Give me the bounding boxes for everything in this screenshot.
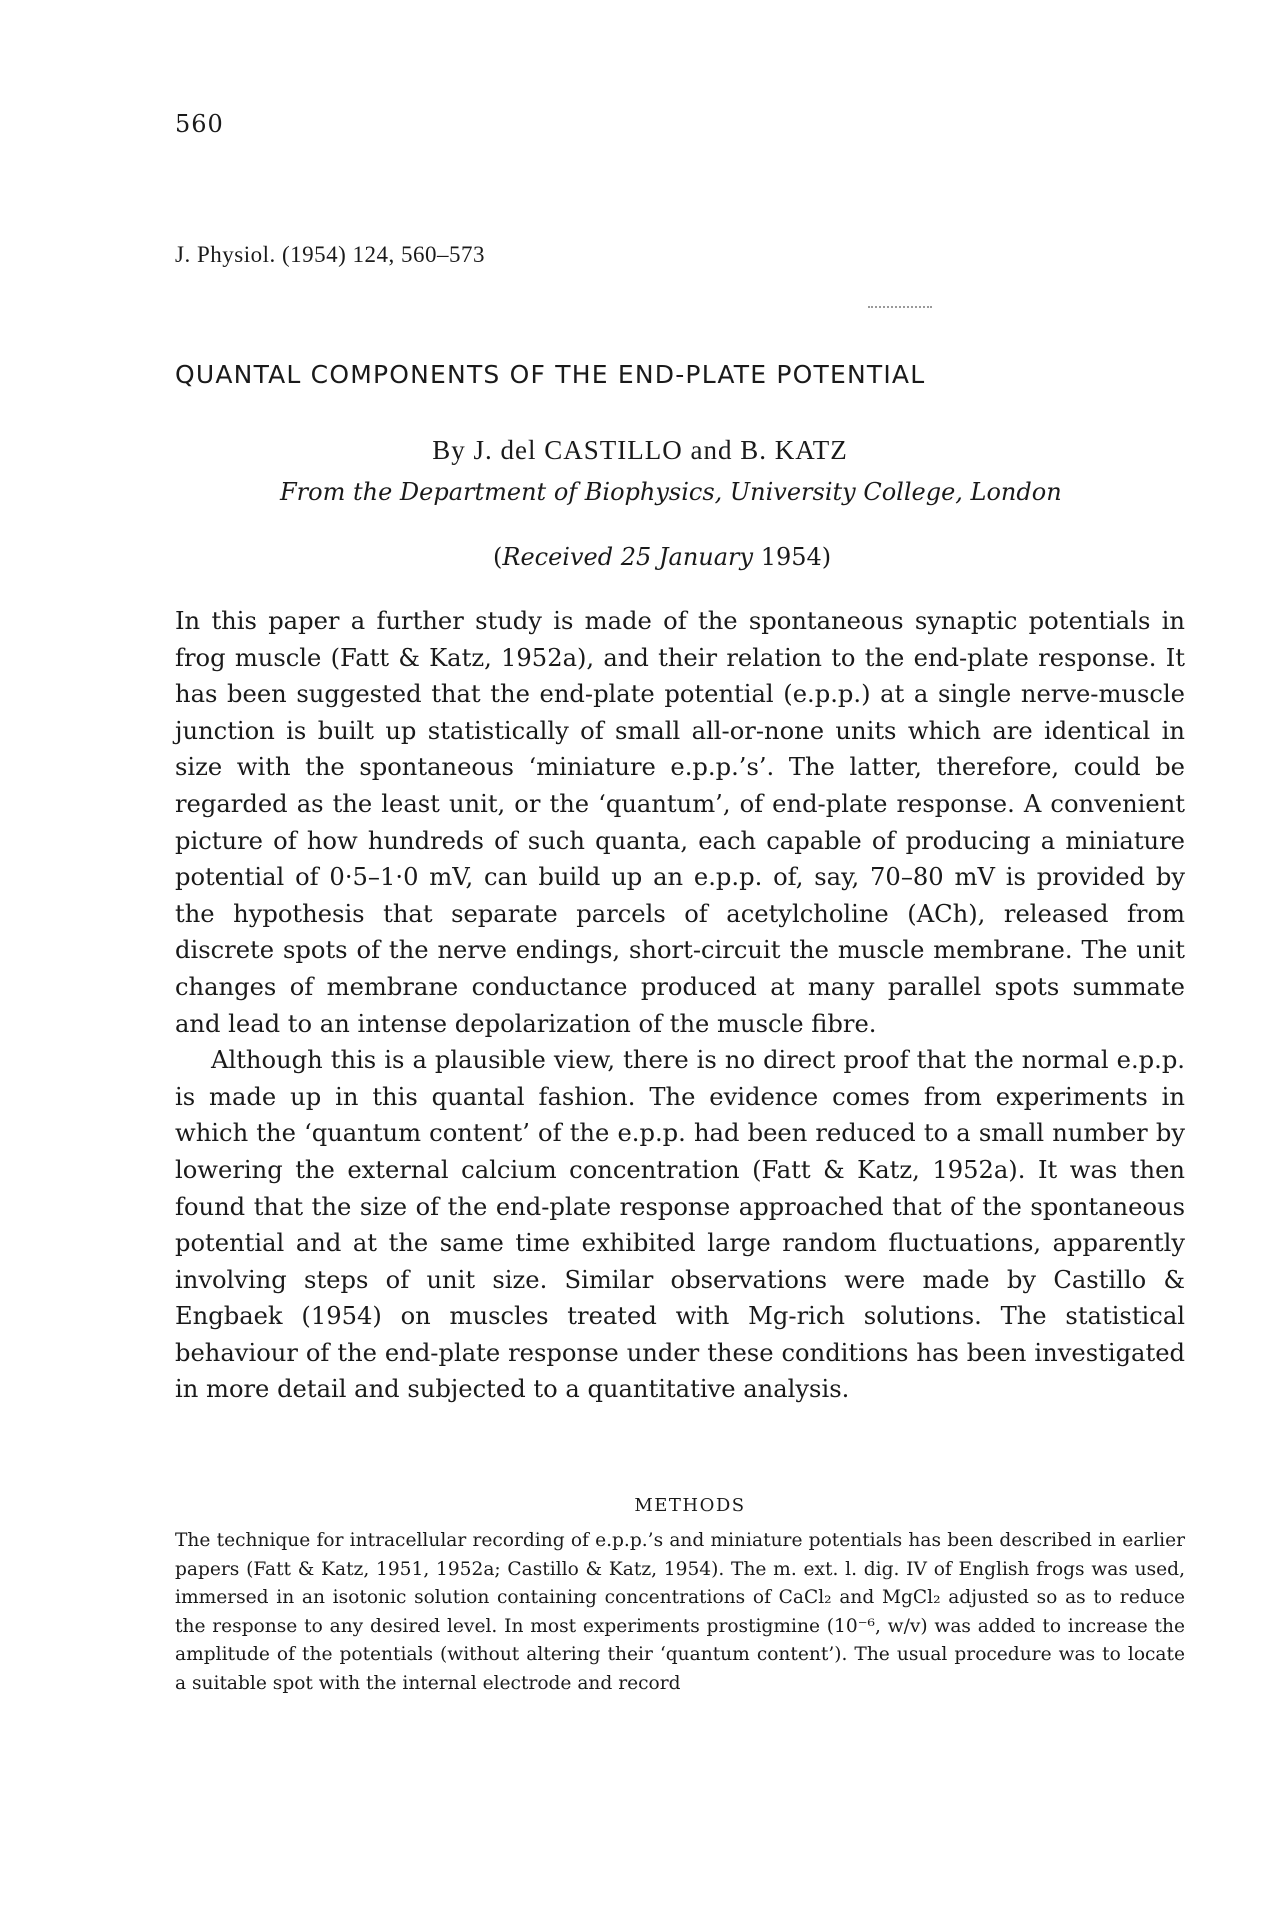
methods-heading: METHODS — [634, 1495, 746, 1516]
methods-section — [175, 1527, 1185, 1698]
article-title: QUANTAL COMPONENTS OF THE END-PLATE POTENTIAL — [175, 360, 926, 389]
body-paragraph-2: Although this is a plausible view, there is no direct proof that the normal e.p.p. is made up in this quantal fashion. The evidence comes from experiments in which the ‘quantum content’ of the e.p.p. had been reduced to a small number by lowering the external calcium concentration (Fatt & Katz, 1952a). It was then found that the size of the end-plate response approached that of the spontaneous potential and at the same time exhibited large random fluctuations, apparently involving steps of unit size. Similar observations were made by Castillo & Engbaek (1954) on muscles treated with Mg-rich solutions. The statistical behaviour of the end-plate response under these conditions has been investigated in more detail and subjected to a quantitative analysis. — [175, 1046, 1185, 1404]
article-body — [175, 603, 1185, 1408]
received-year: 1954 — [760, 543, 822, 571]
methods-paragraph: The technique for intracellular recording of e.p.p.’s and miniature potentials has been described in earlier papers (Fatt & Katz, 1951, 1952a; Castillo & Katz, 1954). The m. ext. l. dig. IV of English frogs was used, immersed in an isotonic solution containing concentrations of CaCl₂ and MgCl₂ adjusted so as to reduce the response to any desired level. In most experiments prostigmine (10⁻⁶, w/v) was added to increase the amplitude of the potentials (without altering their ‘quantum content’). The usual procedure was to locate a suitable spot with the internal electrode and record — [175, 1530, 1185, 1694]
article-authors: By J. del CASTILLO and B. KATZ — [432, 435, 848, 465]
author-affiliation: From the Department of Biophysics, University College, London — [280, 478, 1062, 506]
received-label: Received 25 January — [502, 543, 754, 571]
page-number: 560 — [175, 110, 224, 138]
scan-artifact-mark — [868, 306, 932, 310]
journal-reference: J. Physiol. (1954) 124, 560–573 — [175, 242, 486, 267]
body-paragraph-1: In this paper a further study is made of the spontaneous synaptic potentials in frog muscle (Fatt & Katz, 1952a), and their relation to the end-plate response. It has been suggested that the end-plate potential (e.p.p.) at a single nerve-muscle junction is built up statistically of small all-or-none units which are identical in size with the spontaneous ‘miniature e.p.p.’s’. The latter, therefore, could be regarded as the least unit, or the ‘quantum’, of end-plate response. A convenient picture of how hundreds of such quanta, each capable of producing a miniature potential of 0·5–1·0 mV, can build up an e.p.p. of, say, 70–80 mV is provided by the hypothesis that separate parcels of acetylcholine (ACh), released from discrete spots of the nerve endings, short-circuit the muscle membrane. The unit changes of membrane conductance produced at many parallel spots summate and lead to an intense depolarization of the muscle fibre. — [175, 607, 1185, 1038]
received-date: (Received 25 January 1954) — [493, 543, 832, 571]
